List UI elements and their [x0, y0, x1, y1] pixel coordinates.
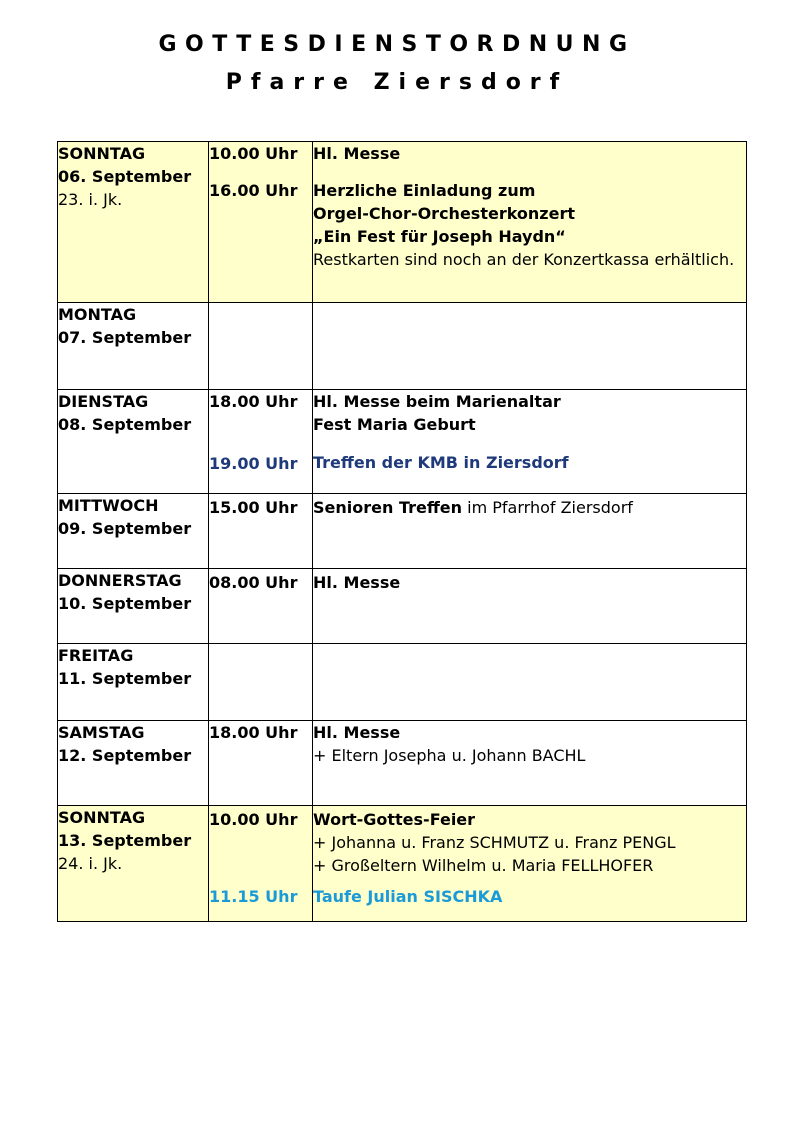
date: 13. September	[58, 831, 192, 850]
description-cell	[313, 569, 747, 644]
description-cell	[313, 303, 747, 390]
service-title: Wort-Gottes-Feier	[313, 810, 476, 829]
service-time: 10.00 Uhr	[209, 144, 298, 163]
weekday: SAMSTAG	[58, 723, 145, 742]
time-cell	[209, 494, 313, 569]
weekday: DONNERSTAG	[58, 571, 182, 590]
date: 12. September	[58, 746, 192, 765]
service-time: 18.00 Uhr	[209, 392, 298, 411]
concert-name: Orgel-Chor-Orchesterkonzert	[313, 204, 576, 223]
day-cell	[58, 142, 209, 303]
weekday: DIENSTAG	[58, 392, 149, 411]
service-title: Hl. Messe	[313, 573, 401, 592]
concert-invitation: Herzliche Einladung zum	[313, 181, 536, 200]
description-cell	[313, 142, 747, 303]
service-title: Hl. Messe beim Marienaltar	[313, 392, 561, 411]
mass-intention: + Großeltern Wilhelm u. Maria FELLHOFER	[313, 856, 654, 875]
date: 10. September	[58, 594, 192, 613]
schedule-row-sunday-13	[58, 806, 747, 922]
date: 09. September	[58, 519, 192, 538]
event-location: im Pfarrhof Ziersdorf	[467, 498, 633, 517]
liturgical-week: 23. i. Jk.	[58, 190, 123, 209]
mass-intention: + Johanna u. Franz SCHMUTZ u. Franz PENGL	[313, 833, 676, 852]
event-title: Senioren Treffen	[313, 498, 463, 517]
description-cell	[313, 494, 747, 569]
day-cell	[58, 806, 209, 922]
weekday: FREITAG	[58, 646, 134, 665]
service-title: Hl. Messe	[313, 723, 401, 742]
meeting-time: 19.00 Uhr	[209, 454, 298, 473]
schedule-row-sunday-06	[58, 142, 747, 303]
weekday: MONTAG	[58, 305, 137, 324]
baptism-event: Taufe Julian SISCHKA	[313, 887, 503, 906]
description-cell	[313, 721, 747, 806]
weekday: MITTWOCH	[58, 496, 159, 515]
schedule-row-thursday-10	[58, 569, 747, 644]
day-cell	[58, 569, 209, 644]
weekday: SONNTAG	[58, 808, 146, 827]
concert-motto: „Ein Fest für Joseph Haydn“	[313, 227, 566, 246]
day-cell	[58, 644, 209, 721]
feast-name: Fest Maria Geburt	[313, 415, 476, 434]
schedule-row-friday-11	[58, 644, 747, 721]
ticket-note: Restkarten sind noch an der Konzertkassa erhältlich.	[313, 250, 735, 269]
service-time: 08.00 Uhr	[209, 573, 298, 592]
service-time: 16.00 Uhr	[209, 181, 298, 200]
weekday: SONNTAG	[58, 144, 146, 163]
liturgical-week: 24. i. Jk.	[58, 854, 123, 873]
baptism-time: 11.15 Uhr	[209, 887, 298, 906]
day-cell	[58, 721, 209, 806]
time-cell	[209, 569, 313, 644]
senior-meeting-line	[313, 498, 633, 517]
schedule-table	[57, 141, 747, 922]
service-time: 15.00 Uhr	[209, 498, 298, 517]
parish-subtitle: Pfarre Ziersdorf	[225, 70, 569, 95]
date: 07. September	[58, 328, 192, 347]
time-cell	[209, 644, 313, 721]
day-cell	[58, 494, 209, 569]
time-cell	[209, 390, 313, 494]
date: 11. September	[58, 669, 192, 688]
service-time: 18.00 Uhr	[209, 723, 298, 742]
day-cell	[58, 390, 209, 494]
time-cell	[209, 806, 313, 922]
page-title: GOTTESDIENSTORDNUNG	[158, 32, 636, 57]
time-cell	[209, 142, 313, 303]
day-cell	[58, 303, 209, 390]
kmb-meeting: Treffen der KMB in Ziersdorf	[313, 453, 569, 472]
date: 06. September	[58, 167, 192, 186]
description-cell	[313, 644, 747, 721]
description-cell	[313, 806, 747, 922]
mass-intention: + Eltern Josepha u. Johann BACHL	[313, 746, 586, 765]
schedule-row-monday-07	[58, 303, 747, 390]
time-cell	[209, 303, 313, 390]
service-title: Hl. Messe	[313, 144, 401, 163]
description-cell	[313, 390, 747, 494]
time-cell	[209, 721, 313, 806]
schedule-row-saturday-12	[58, 721, 747, 806]
schedule-row-wednesday-09	[58, 494, 747, 569]
service-time: 10.00 Uhr	[209, 810, 298, 829]
schedule-row-tuesday-08	[58, 390, 747, 494]
date: 08. September	[58, 415, 192, 434]
